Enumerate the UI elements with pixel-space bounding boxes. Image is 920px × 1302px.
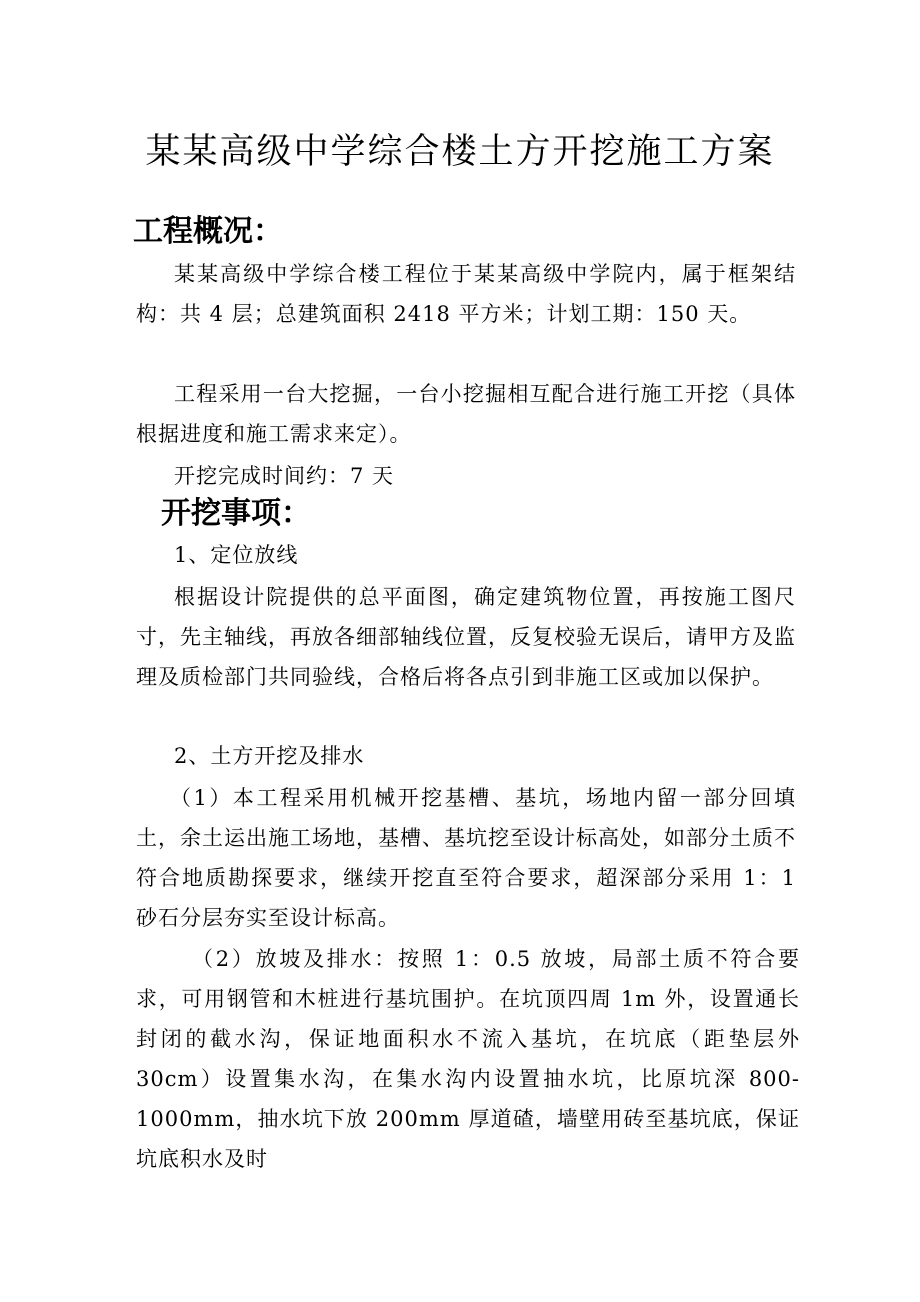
item2-title: 2、土方开挖及排水 <box>174 744 365 768</box>
overview-paragraph-1: 某某高级中学综合楼工程位于某某高级中学院内，属于框架结构：共 4 层；总建筑面积 2418 平方米；计划工期：150 天。 <box>136 262 796 326</box>
overview-paragraph-3: 开挖完成时间约：7 天 <box>174 464 395 488</box>
document-title: 某某高级中学综合楼土方开挖施工方案 <box>145 132 775 172</box>
overview-paragraph-2: 工程采用一台大挖掘，一台小挖掘相互配合进行施工开挖（具体根据进度和施工需求来定）。 <box>136 382 796 446</box>
item2-sub1-paragraph: （1）本工程采用机械开挖基槽、基坑，场地内留一部分回填土，余土运出施工场地，基槽、基坑挖至设计标高处，如部分土质不符合地质勘探要求，继续开挖直至符合要求，超深部分采用 1：1 砂石分层夯实至设计标高。 <box>136 786 796 930</box>
section-heading-overview: 工程概况： <box>133 214 283 249</box>
item2-sub2-paragraph: （2）放坡及排水：按照 1：0.5 放坡，局部土质不符合要求，可用钢管和木桩进行基坑围护。在坑顶四周 1m 外，设置通长封闭的截水沟，保证地面积水不流入基坑，在坑底（距垫层外 30cm）设置集水沟，在集水沟内设置抽水坑，比原坑深 800-1000mm，抽水坑下放 200mm 厚道碴，墙壁用砖至基坑底，保证坑底积水及时 <box>136 947 800 1171</box>
section-heading-excavation: 开挖事项： <box>161 496 311 531</box>
item1-title: 1、定位放线 <box>174 543 299 567</box>
item1-body: 根据设计院提供的总平面图，确定建筑物位置，再按施工图尺寸，先主轴线，再放各细部轴线位置，反复校验无误后，请甲方及监理及质检部门共同验线，合格后将各点引到非施工区或加以保护。 <box>136 585 796 689</box>
